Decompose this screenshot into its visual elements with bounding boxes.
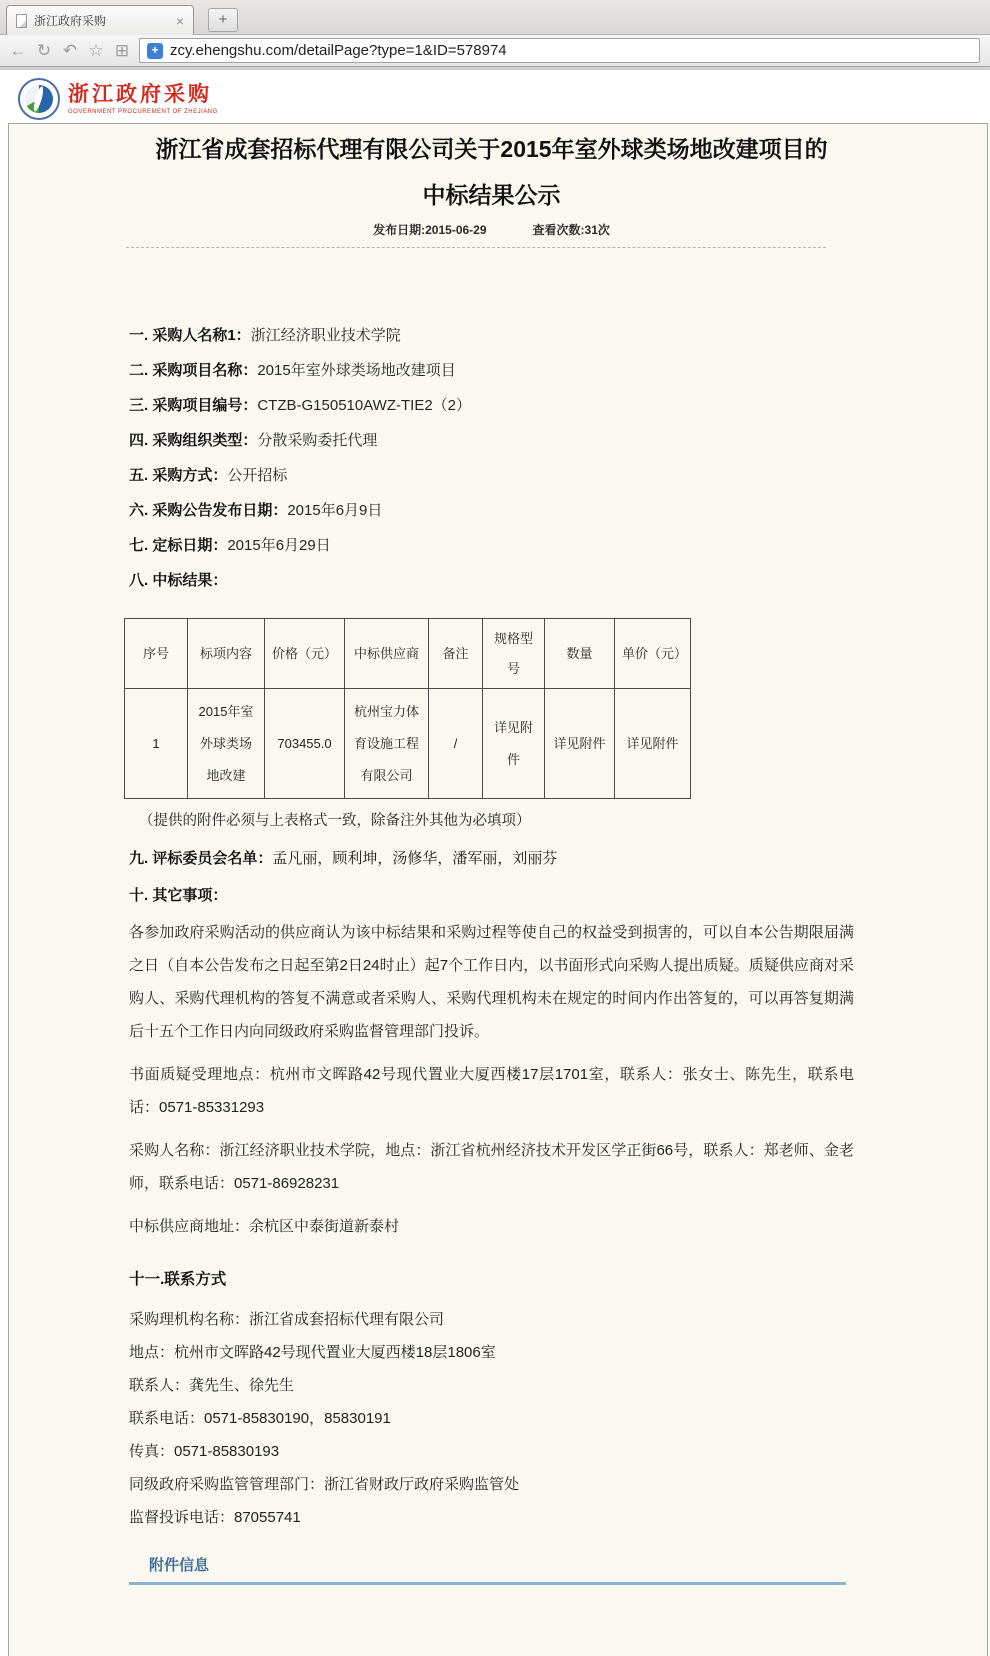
tab-title: 浙江政府采购 (34, 14, 107, 28)
table-cell: 1 (125, 689, 188, 799)
paragraph: 中标供应商地址：余杭区中泰街道新泰村 (129, 1218, 400, 1235)
col-header: 价格（元） (265, 619, 345, 689)
attachment-title: 附件信息 (149, 1557, 210, 1574)
contact-line: 传真：0571-85830193 (129, 1443, 280, 1460)
contact-line: 采购理机构名称：浙江省成套招标代理有限公司 (129, 1311, 445, 1328)
page-title-line1: 浙江省成套招标代理有限公司关于2015年室外球类场地改建项目的 (155, 136, 828, 162)
logo-text (68, 83, 218, 115)
section-other-title: 十. 其它事项： (129, 887, 228, 904)
table-header-row (125, 619, 691, 689)
bid-result-table (124, 618, 691, 799)
list-item: 五. 采购方式：公开招标 (129, 467, 288, 484)
tab-close-icon[interactable]: × (175, 12, 184, 29)
undo-icon[interactable]: ↶ (62, 40, 78, 60)
list-item: 六. 采购公告发布日期：2015年6月9日 (129, 502, 383, 519)
web-page (0, 70, 990, 1656)
site-logo[interactable] (18, 78, 218, 120)
col-header: 备注 (429, 619, 483, 689)
contact-line: 联系人：龚先生、徐先生 (129, 1377, 295, 1394)
browser-chrome (0, 0, 990, 70)
section-committee: 九. 评标委员会名单：孟凡丽，顾利坤，汤修华，潘军丽，刘丽芬 (129, 850, 558, 867)
article (129, 126, 854, 1585)
back-icon[interactable]: ← (9, 40, 27, 60)
contact-line: 地点：杭州市文晖路42号现代置业大厦西楼18层1806室 (129, 1344, 496, 1361)
list-item: 三. 采购项目编号：CTZB-G150510AWZ-TIE2（2） (129, 397, 472, 414)
table-cell: 2015年室外球类场地改建 (188, 689, 265, 799)
section-contact-title: 十一.联系方式 (129, 1271, 227, 1288)
contact-line: 联系电话：0571-85830190，85830191 (129, 1410, 391, 1427)
contact-line: 同级政府采购监管管理部门：浙江省财政厅政府采购监管处 (129, 1476, 520, 1493)
paragraph: 各参加政府采购活动的供应商认为该中标结果和采购过程等使自己的权益受到损害的，可以自本公告期限届满之日（自本公告发布之日起至第2日24时止）起7个工作日内，以书面形式向采购人提出质疑。质疑供应商对采购人、采购代理机构的答复不满意或者采购人、采购代理机构未在规定的时间内作出答复的，可以再答复期满后十五个工作日内向同级政府采购监督管理部门投诉。 (129, 924, 854, 1040)
list-item: 一. 采购人名称1：浙江经济职业技术学院 (129, 327, 401, 344)
page-icon (16, 14, 27, 28)
table-cell: 详见附件 (483, 689, 545, 799)
publish-date: 发布日期:2015-06-29 (373, 223, 487, 237)
table-cell: 703455.0 (265, 689, 345, 799)
table-cell: 详见附件 (615, 689, 691, 799)
table-row (125, 689, 691, 799)
browser-tab[interactable] (6, 5, 194, 35)
page-title-line2: 中标结果公示 (422, 182, 561, 208)
col-header: 单价（元） (615, 619, 691, 689)
table-note: （提供的附件必须与上表格式一致，除备注外其他为必填项） (139, 813, 531, 829)
grid-icon[interactable]: ⊞ (114, 40, 130, 60)
col-header: 序号 (125, 619, 188, 689)
col-header: 数量 (545, 619, 615, 689)
col-header: 中标供应商 (345, 619, 429, 689)
url-text: zcy.ehengshu.com/detailPage?type=1&ID=578974 (170, 42, 507, 59)
col-header: 规格型号 (483, 619, 545, 689)
url-bar[interactable] (139, 38, 980, 63)
logo-emblem-icon (18, 78, 60, 120)
paragraph: 采购人名称：浙江经济职业技术学院，地点：浙江省杭州经济技术开发区学正街66号，联系人：郑老师、金老师，联系电话：0571-86928231 (129, 1142, 854, 1192)
list-item: 二. 采购项目名称：2015年室外球类场地改建项目 (129, 362, 456, 379)
list-item: 八. 中标结果： (129, 572, 228, 589)
shield-icon: + (147, 43, 163, 59)
new-tab-button[interactable]: + (208, 8, 238, 32)
page-title (129, 126, 854, 218)
attachment-section (129, 1556, 846, 1585)
article-meta (129, 222, 854, 239)
view-count: 查看次数:31次 (532, 223, 610, 237)
contact-line: 监督投诉电话：87055741 (129, 1509, 301, 1526)
logo-subtitle: GOVERNMENT PROCUREMENT OF ZHEJIANG (68, 109, 218, 115)
table-cell: 杭州宝力体育设施工程有限公司 (345, 689, 429, 799)
table-cell: 详见附件 (545, 689, 615, 799)
col-header: 标项内容 (188, 619, 265, 689)
refresh-icon[interactable]: ↻ (36, 40, 52, 60)
browser-toolbar (0, 35, 990, 67)
table-cell: / (429, 689, 483, 799)
paragraph: 书面质疑受理地点：杭州市文晖路42号现代置业大厦西楼17层1701室，联系人：张女士、陈先生，联系电话：0571-85331293 (129, 1066, 854, 1116)
logo-title: 浙江政府采购 (68, 83, 212, 106)
list-item: 四. 采购组织类型：分散采购委托代理 (129, 432, 378, 449)
list-item: 七. 定标日期：2015年6月29日 (129, 537, 331, 554)
info-list (129, 318, 854, 598)
dashed-divider (126, 247, 826, 248)
tab-bar (0, 0, 990, 35)
star-icon[interactable]: ☆ (88, 40, 104, 60)
content-panel (8, 123, 988, 1656)
